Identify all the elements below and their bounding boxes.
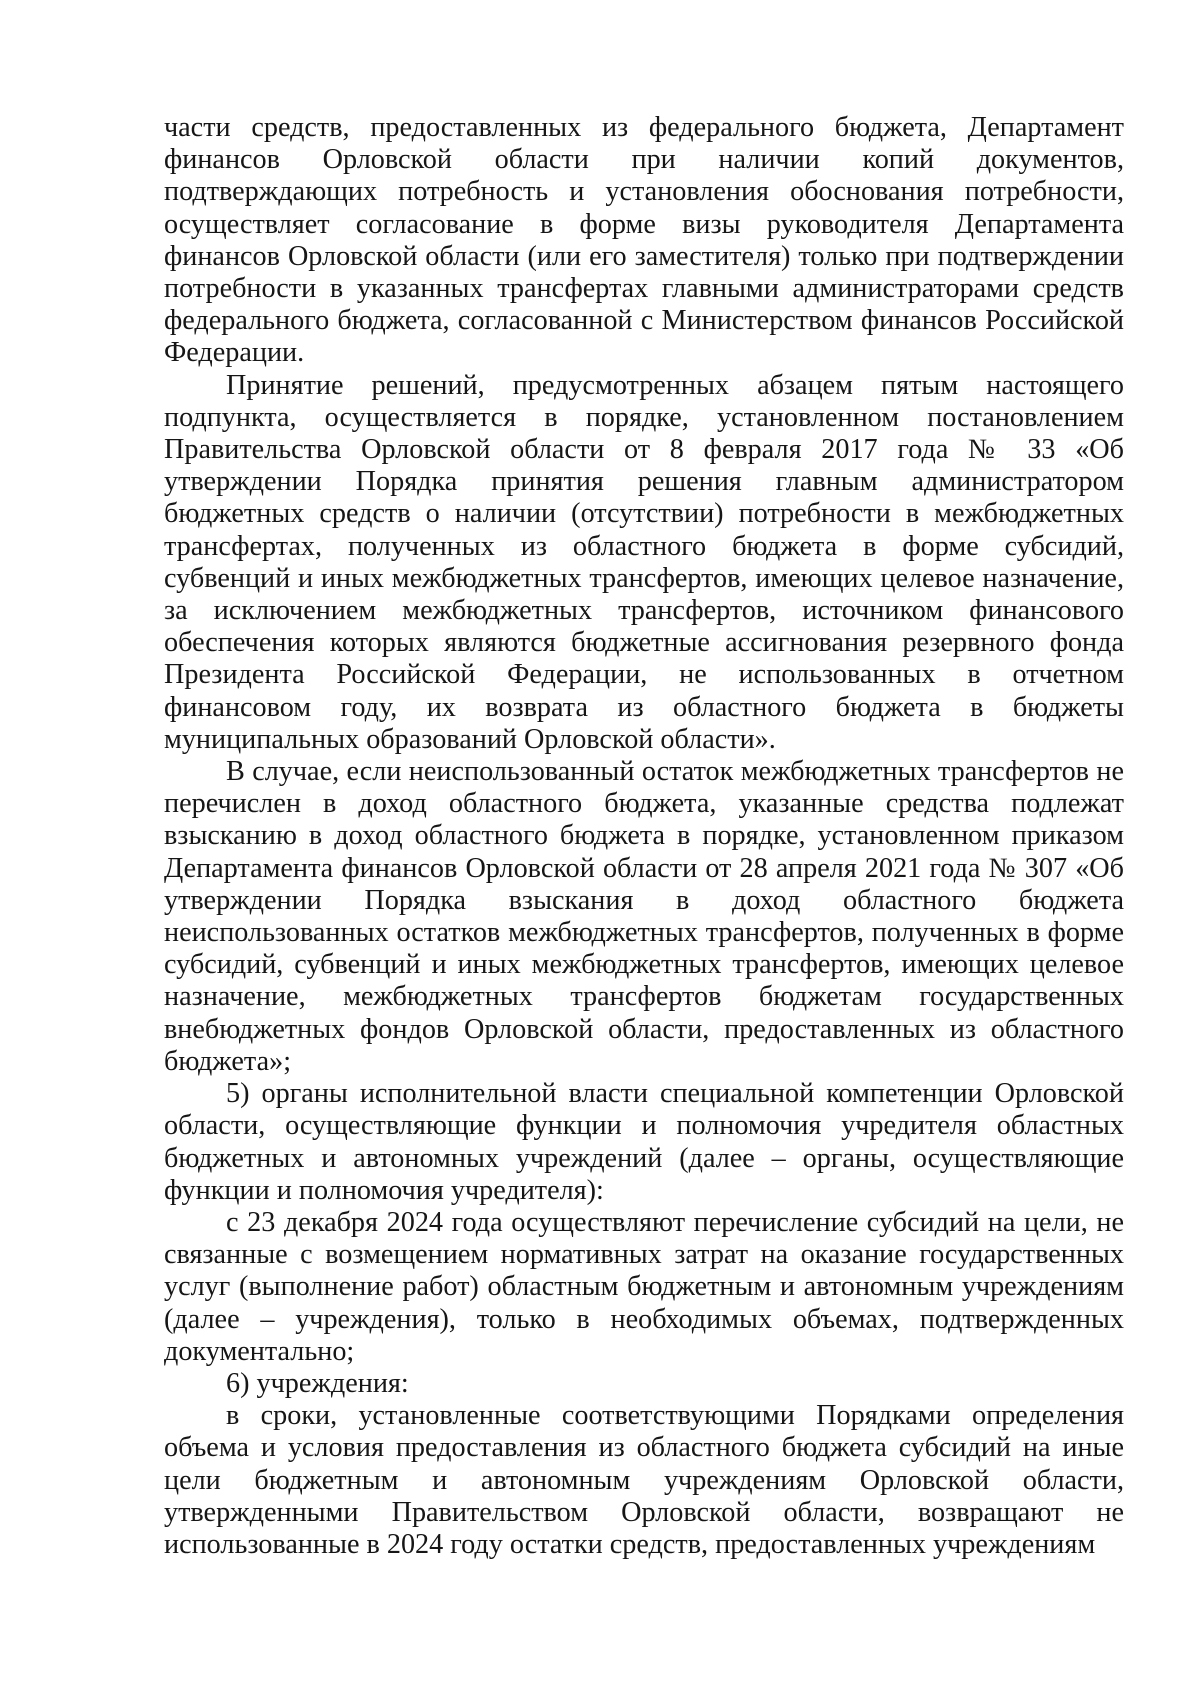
paragraph-return-deadline: в сроки, установленные соответствующими Порядками определения объема и условия предоставления из областного бюджета субсидий на иные цели бюджетным и автономным учреждениям Орловской области, утвержденными Правительством Орловской области, возвращают не использованные в 2024 году остатки средств, предоставленных учреждениям <box>164 1400 1124 1560</box>
paragraph-recovery: В случае, если неиспользованный остаток межбюджетных трансфертов не перечислен в доход областного бюджета, указанные средства подлежат взысканию в доход областного бюджета в порядке, установленном приказом Департамента финансов Орловской области от 28 апреля 2021 года № 307 «Об утверждении Порядка взыскания в доход областного бюджета неиспользованных остатков межбюджетных трансфертов, полученных в форме субсидий, субвенций и иных межбюджетных трансфертов, имеющих целевое назначение, межбюджетных трансфертов бюджетам государственных внебюджетных фондов Орловской области, предоставленных из областного бюджета»; <box>164 756 1124 1077</box>
paragraph-subsidy-transfer: с 23 декабря 2024 года осуществляют перечисление субсидий на цели, не связанные с возмещением нормативных затрат на оказание государственных услуг (выполнение работ) областным бюджетным и автономным учреждениям (далее – учреждения), только в необходимых объемах, подтвержденных документально; <box>164 1206 1124 1367</box>
document-body <box>164 112 1124 1561</box>
paragraph-item-6: 6) учреждения: <box>226 1367 409 1399</box>
paragraph-decision-procedure: Принятие решений, предусмотренных абзацем пятым настоящего подпункта, осуществляется в порядке, установленном постановлением Правительства Орловской области от 8 февраля 2017 года № 33 «Об утверждении Порядка принятия решения главным администратором бюджетных средств о наличии (отсутствии) потребности в межбюджетных трансфертах, полученных из областного бюджета в форме субсидий, субвенций и иных межбюджетных трансфертов, имеющих целевое назначение, за исключением межбюджетных трансфертов, источником финансового обеспечения которых являются бюджетные ассигнования резервного фонда Президента Российской Федерации, не использованных в отчетном финансовом году, их возврата из областного бюджета в бюджеты муниципальных образований Орловской области». <box>164 369 1124 755</box>
paragraph-item-5: 5) органы исполнительной власти специальной компетенции Орловской области, осуществляющие функции и полномочия учредителя областных бюджетных и автономных учреждений (далее – органы, осуществляющие функции и полномочия учредителя): <box>164 1078 1124 1206</box>
paragraph-continuation: части средств, предоставленных из федерального бюджета, Департамент финансов Орловской области при наличии копий документов, подтверждающих потребность и установления обоснования потребности, осуществляет согласование в форме визы руководителя Департамента финансов Орловской области (или его заместителя) только при подтверждении потребности в указанных трансфертах главными администраторами средств федерального бюджета, согласованной с Министерством финансов Российской Федерации. <box>164 112 1124 369</box>
